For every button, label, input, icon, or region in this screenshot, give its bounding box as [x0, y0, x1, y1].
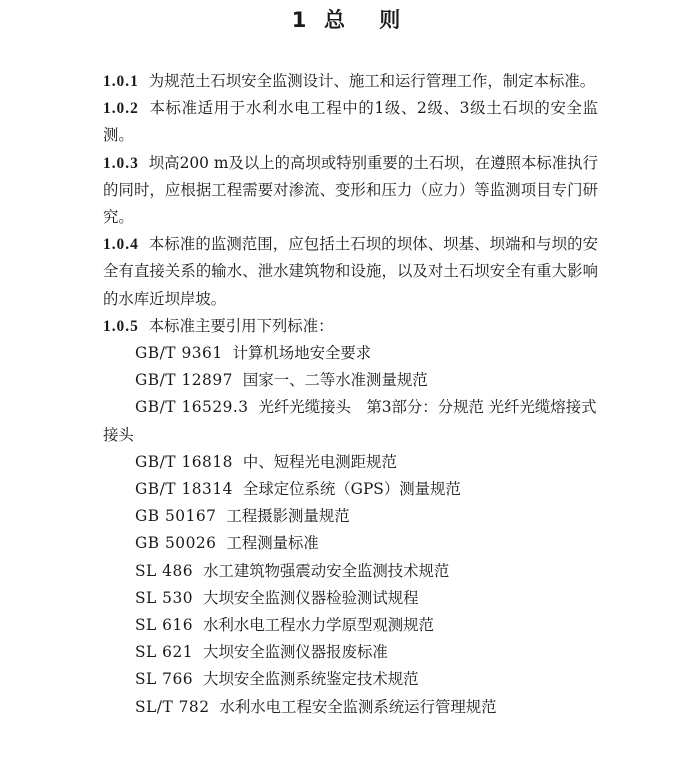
- chapter-title: 1 总 则: [291, 8, 402, 32]
- standard-code: SL 486: [135, 561, 194, 580]
- standard-code: GB/T 12897: [135, 371, 233, 390]
- standard-title: 大坝安全监测系统鉴定技术规范: [203, 670, 419, 689]
- list-item: [103, 639, 598, 666]
- standard-code: GB/T 16529.3: [135, 398, 249, 417]
- list-item: [103, 612, 598, 639]
- standard-code: SL 616: [135, 616, 194, 635]
- list-item: [103, 530, 598, 557]
- list-item: [103, 476, 598, 503]
- standard-code: GB 50026: [135, 534, 217, 553]
- clause-text: 本标准适用于水利水电工程中的1级、2级、3级土石坝的安全监测。: [103, 99, 598, 145]
- clause-1-0-3: [103, 150, 598, 232]
- clause-number: 1.0.1: [103, 73, 139, 90]
- clause-number: 1.0.5: [103, 317, 139, 335]
- standard-code: SL 530: [135, 588, 194, 607]
- standard-title: 水工建筑物强震动安全监测技术规范: [203, 561, 450, 580]
- clause-text: 坝高200 m及以上的高坝或特别重要的土石坝，在遵照本标准执行的同时，应根据工程需要对渗流、变形和压力（应力）等监测项目专门研究。: [103, 153, 598, 227]
- referenced-standards-list: [103, 340, 598, 721]
- standard-title: 国家一、二等水准测量规范: [242, 371, 428, 390]
- clause-number: 1.0.3: [103, 154, 139, 172]
- clause-text: 本标准主要引用下列标准：: [148, 316, 334, 335]
- standard-code: SL/T 782: [135, 697, 210, 716]
- standard-title: 工程摄影测量规范: [226, 507, 350, 526]
- list-item: [103, 666, 598, 693]
- list-item: [103, 694, 598, 721]
- standard-code: SL 766: [135, 670, 194, 689]
- standard-title: 水利水电工程安全监测系统运行管理规范: [219, 697, 497, 716]
- standard-code: GB/T 16818: [135, 452, 233, 471]
- standard-title: 中、短程光电测距规范: [242, 452, 397, 471]
- standard-title: 光纤光缆接头 第3部分：分规范 光纤光缆熔接式接头: [103, 398, 597, 444]
- list-item: [103, 367, 598, 394]
- list-item: [103, 503, 598, 530]
- list-item: [103, 449, 598, 476]
- standard-code: GB/T 18314: [135, 480, 233, 499]
- standard-title: 大坝安全监测仪器检验测试规程: [203, 588, 419, 607]
- list-item: [103, 394, 598, 448]
- standard-code: GB/T 9361: [135, 344, 223, 363]
- list-item: [103, 558, 598, 585]
- standard-title: 全球定位系统（GPS）测量规范: [242, 480, 461, 499]
- list-item: [103, 585, 598, 612]
- standard-title: 计算机场地安全要求: [232, 344, 372, 363]
- clause-1-0-4: [103, 231, 598, 313]
- chapter-body: [103, 68, 598, 721]
- clause-1-0-1: [103, 68, 598, 95]
- clause-text: 本标准的监测范围，应包括土石坝的坝体、坝基、坝端和与坝的安全有直接关系的输水、泄水建筑物和设施，以及对土石坝安全有重大影响的水库近坝岸坡。: [103, 235, 598, 308]
- standard-title: 工程测量标准: [226, 534, 319, 553]
- clause-number: 1.0.2: [103, 100, 139, 118]
- clause-1-0-2: [103, 95, 598, 149]
- clause-number: 1.0.4: [103, 236, 139, 254]
- clause-text: 为规范土石坝安全监测设计、施工和运行管理工作，制定本标准。: [148, 72, 596, 90]
- standard-title: 水利水电工程水力学原型观测规范: [203, 616, 434, 635]
- clause-1-0-5: [103, 313, 598, 340]
- standard-code: GB 50167: [135, 507, 217, 526]
- standard-code: SL 621: [135, 643, 194, 662]
- list-item: [103, 340, 598, 367]
- standard-title: 大坝安全监测仪器报废标准: [203, 643, 388, 662]
